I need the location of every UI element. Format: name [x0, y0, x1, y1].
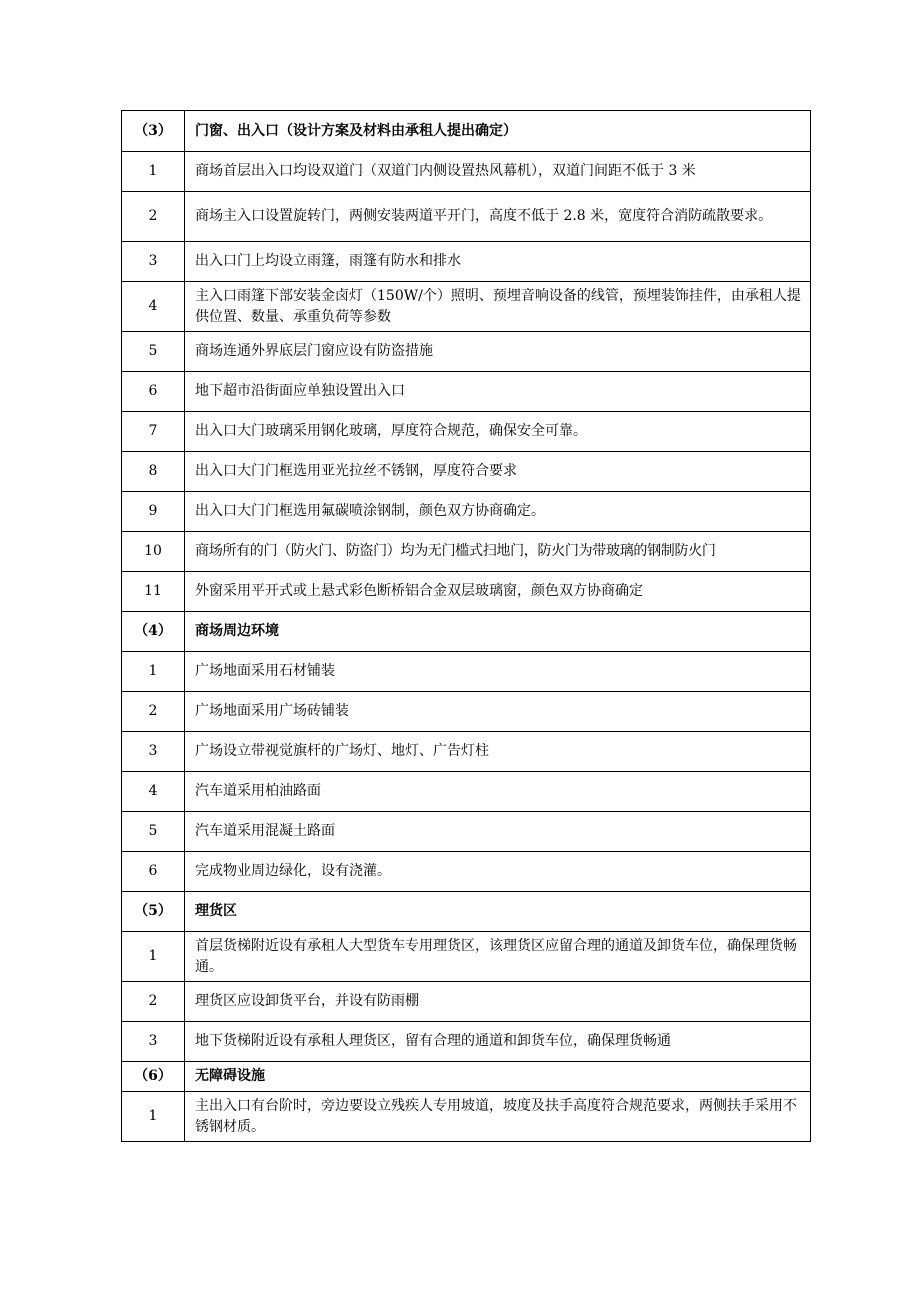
row-number: 4: [122, 282, 185, 332]
row-text: 出入口大门玻璃采用钢化玻璃，厚度符合规范，确保安全可靠。: [185, 412, 811, 452]
row-text: 出入口大门门框选用氟碳喷涂钢制，颜色双方协商确定。: [185, 492, 811, 532]
table-row: [122, 652, 811, 692]
table-row: [122, 932, 811, 982]
table-row: [122, 332, 811, 372]
row-number: 1: [122, 932, 185, 982]
table-row: [122, 242, 811, 282]
table-row: [122, 732, 811, 772]
row-number: 2: [122, 982, 185, 1022]
row-text: 地下超市沿街面应单独设置出入口: [185, 372, 811, 412]
section-title: 门窗、出入口（设计方案及材料由承租人提出确定）: [185, 111, 811, 152]
table-row: [122, 1022, 811, 1062]
table-row: [122, 372, 811, 412]
section-number: （4）: [122, 612, 185, 652]
section-number: （3）: [122, 111, 185, 152]
row-number: 8: [122, 452, 185, 492]
row-number: 10: [122, 532, 185, 572]
row-text: 汽车道采用混凝土路面: [185, 812, 811, 852]
section-title: 理货区: [185, 892, 811, 932]
row-number: 6: [122, 852, 185, 892]
row-text: 汽车道采用柏油路面: [185, 772, 811, 812]
row-number: 9: [122, 492, 185, 532]
table-row: [122, 1092, 811, 1142]
row-text: 商场主入口设置旋转门，两侧安装两道平开门，高度不低于 2.8 米，宽度符合消防疏散要求。: [185, 192, 811, 242]
row-text: 理货区应设卸货平台，并设有防雨棚: [185, 982, 811, 1022]
table-row: [122, 282, 811, 332]
requirements-table: [121, 110, 811, 1142]
table-row: [122, 572, 811, 612]
table-row: [122, 532, 811, 572]
row-text: 商场所有的门（防火门、防盗门）均为无门槛式扫地门，防火门为带玻璃的钢制防火门: [185, 532, 811, 572]
row-number: 3: [122, 1022, 185, 1062]
table-row: [122, 772, 811, 812]
row-number: 5: [122, 332, 185, 372]
table-row: [122, 152, 811, 192]
table-row: [122, 852, 811, 892]
section-number: （6）: [122, 1062, 185, 1092]
row-text: 商场连通外界底层门窗应设有防盗措施: [185, 332, 811, 372]
row-number: 3: [122, 732, 185, 772]
table-row: [122, 812, 811, 852]
row-number: 2: [122, 692, 185, 732]
row-number: 4: [122, 772, 185, 812]
row-text: 商场首层出入口均设双道门（双道门内侧设置热风幕机），双道门间距不低于 3 米: [185, 152, 811, 192]
row-text: 出入口大门门框选用亚光拉丝不锈钢，厚度符合要求: [185, 452, 811, 492]
row-text: 主出入口有台阶时，旁边要设立残疾人专用坡道，坡度及扶手高度符合规范要求，两侧扶手采用不锈钢材质。: [185, 1092, 811, 1142]
row-text: 外窗采用平开式或上悬式彩色断桥铝合金双层玻璃窗，颜色双方协商确定: [185, 572, 811, 612]
section-header-row: [122, 1062, 811, 1092]
row-text: 完成物业周边绿化，设有浇灌。: [185, 852, 811, 892]
row-number: 7: [122, 412, 185, 452]
table-row: [122, 692, 811, 732]
row-number: 1: [122, 152, 185, 192]
row-number: 1: [122, 652, 185, 692]
row-text: 地下货梯附近设有承租人理货区，留有合理的通道和卸货车位，确保理货畅通: [185, 1022, 811, 1062]
table-row: [122, 192, 811, 242]
row-text: 广场地面采用广场砖铺装: [185, 692, 811, 732]
section-header-row: [122, 111, 811, 152]
row-text: 主入口雨篷下部安装金卤灯（150W/个）照明、预埋音响设备的线管，预埋装饰挂件，由承租人提供位置、数量、承重负荷等参数: [185, 282, 811, 332]
row-text: 首层货梯附近设有承租人大型货车专用理货区，该理货区应留合理的通道及卸货车位，确保理货畅通。: [185, 932, 811, 982]
row-number: 11: [122, 572, 185, 612]
table-row: [122, 412, 811, 452]
row-text: 广场地面采用石材铺装: [185, 652, 811, 692]
row-number: 2: [122, 192, 185, 242]
row-number: 5: [122, 812, 185, 852]
section-title: 商场周边环境: [185, 612, 811, 652]
section-header-row: [122, 892, 811, 932]
row-text: 出入口门上均设立雨篷，雨篷有防水和排水: [185, 242, 811, 282]
table-row: [122, 452, 811, 492]
section-header-row: [122, 612, 811, 652]
table-row: [122, 492, 811, 532]
section-title: 无障碍设施: [185, 1062, 811, 1092]
row-text: 广场设立带视觉旗杆的广场灯、地灯、广告灯柱: [185, 732, 811, 772]
row-number: 1: [122, 1092, 185, 1142]
row-number: 6: [122, 372, 185, 412]
row-number: 3: [122, 242, 185, 282]
table-row: [122, 982, 811, 1022]
section-number: （5）: [122, 892, 185, 932]
